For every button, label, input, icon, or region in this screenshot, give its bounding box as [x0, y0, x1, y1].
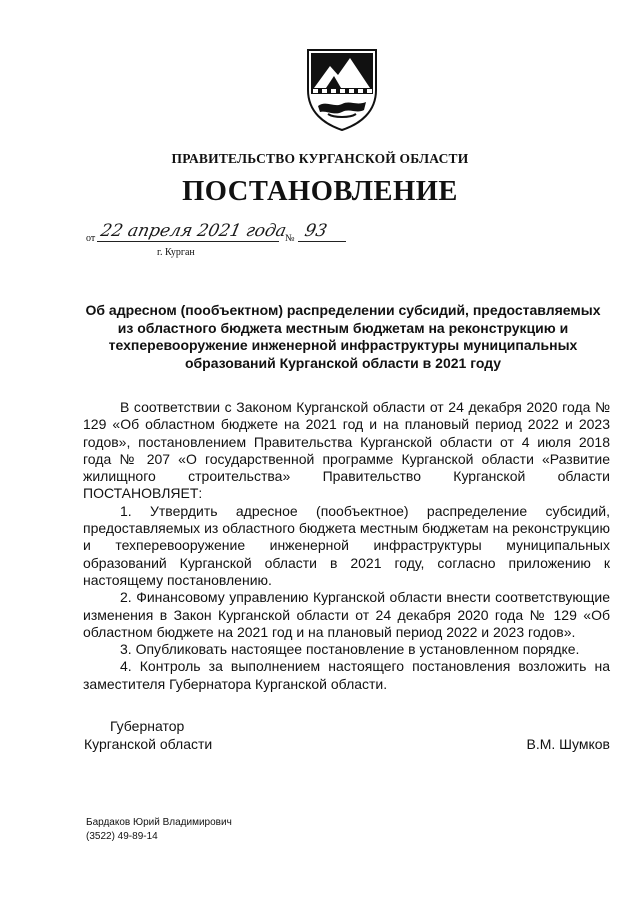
document-type: ПОСТАНОВЛЕНИЕ: [182, 176, 458, 207]
signatory-title-line1: Губернатор: [110, 718, 185, 734]
date-underline: [97, 241, 279, 242]
executor-name: Бардаков Юрий Владимирович: [86, 817, 232, 828]
document-meta: [0, 0, 640, 270]
signatory-title-line2: Курганской области: [84, 736, 213, 752]
number-prefix: №: [285, 233, 295, 244]
signatory-title: [84, 717, 212, 753]
list-item: 2. Финансовому управлению Курганской области внести соответствующие изменения в Закон Курганской области от 24 декабря 2020 года № 129 «Об областном бюджете на 2021 год и на плановый период 2022 и 2023 годов».: [83, 589, 610, 640]
date-value: 22 апреля 2021 года: [98, 221, 289, 241]
signatory-name: В.М. Шумков: [526, 736, 610, 752]
list-item: 3. Опубликовать настоящее постановление в установленном порядке.: [120, 641, 580, 658]
preamble: В соответствии с Законом Курганской области от 24 декабря 2020 года № 129 «Об областном бюджете на 2021 год и на плановый период 2022 и 2023 годов», постановлением Правительства Курганской области от 4 июля 2018 года № 207 «О государственной программе Курганской области «Развитие жилищного строительства» Правительство Курганской области ПОСТАНОВЛЯЕТ:: [83, 399, 610, 502]
date-prefix: от: [86, 233, 96, 244]
number-value: 93: [302, 221, 329, 241]
number-underline: [298, 241, 346, 242]
document-subject: Об адресном (пообъектном) распределении субсидий, предоставляемых из областного бюджета местным бюджетам на реконструкцию и техперевооружение инженерной инфраструктуры муниципальных образований Курганской области в 2021 году: [85, 302, 601, 371]
executor-phone: (3522) 49-89-14: [86, 830, 158, 842]
list-item: 4. Контроль за выполнением настоящего постановления возложить на заместителя Губернатора Курганской области.: [83, 658, 610, 692]
document-body: [83, 399, 610, 693]
city: г. Курган: [157, 247, 195, 258]
government-name: ПРАВИТЕЛЬСТВО КУРГАНСКОЙ ОБЛАСТИ: [171, 151, 469, 166]
list-item: 1. Утвердить адресное (пообъектное) распределение субсидий, предоставляемых из областного бюджета местным бюджетам на реконструкцию и техперевооружение инженерной инфраструктуры муниципальных образований Курганской области в 2021 году, согласно приложению к настоящему постановлению.: [83, 502, 610, 588]
executor-block: [86, 816, 232, 843]
